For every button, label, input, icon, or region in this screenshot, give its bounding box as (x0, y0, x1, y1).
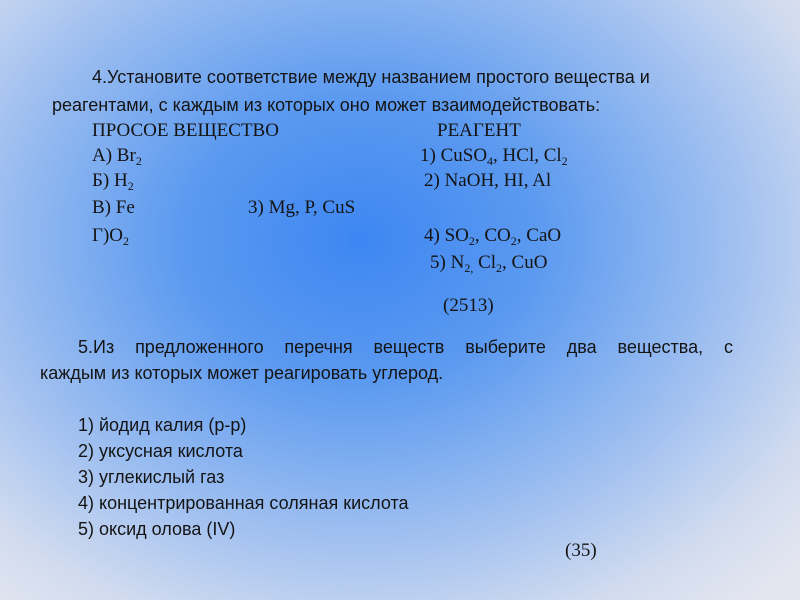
reagent-3: 3) Mg, P, CuS (248, 197, 356, 218)
substance-a: А) $Br_2$ (92, 145, 142, 168)
substance-column-header: ПРОСОЕ ВЕЩЕСТВО (92, 120, 279, 141)
option-5: 5) оксид олова (IV) (78, 519, 236, 539)
task4-heading-line1: 4.Установите соответствие между названием простого вещества и (92, 67, 650, 87)
task4-heading-line2: реагентами, с каждым из которых оно может взаимодействовать: (52, 95, 601, 115)
task5-answer: (35) (565, 540, 597, 561)
reagent-4: 4) $SO_2$, $CO_2$, CaO (424, 225, 562, 248)
option-3: 3) углекислый газ (78, 467, 225, 487)
substance-g: $Г)O_2$ (92, 225, 130, 248)
reagent-5: 5) $N_{2,}$ $Cl_2$, CuO (430, 252, 548, 275)
reagent-1: 1) CuSO$_4$, HCl, $Cl_2$ (420, 145, 568, 168)
option-4: 4) концентрированная соляная кислота (78, 493, 409, 513)
reagent-column-header: РЕАГЕНТ (437, 120, 521, 141)
substance-v: В) Fe (92, 197, 135, 218)
substance-b: Б) $H_2$ (92, 170, 134, 193)
task5-heading-line1: 5.Из предложенного перечня веществ выберите два вещества, с (78, 337, 733, 357)
task5-heading-line2: каждым из которых может реагировать углерод. (40, 363, 444, 383)
task4-answer: (2513) (443, 295, 494, 316)
option-2: 2) уксусная кислота (78, 441, 243, 461)
reagent-2: 2) NaOH, HI, Al (424, 170, 552, 191)
option-1: 1) йодид калия (р-р) (78, 415, 247, 435)
